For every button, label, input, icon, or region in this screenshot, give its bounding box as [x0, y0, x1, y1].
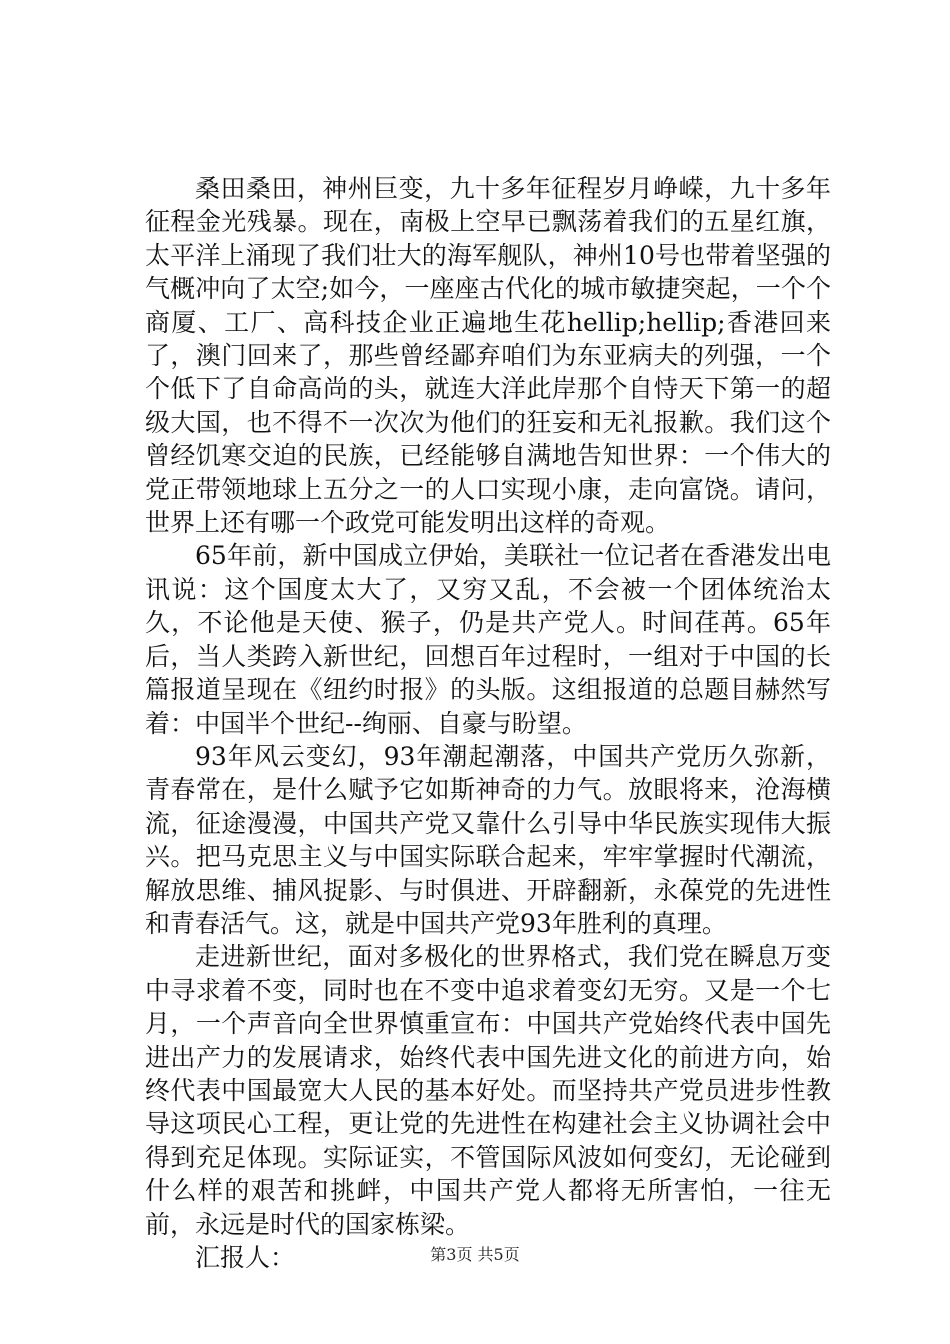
body-paragraph: 93年风云变幻，93年潮起潮落，中国共产党历久弥新，青春常在，是什么赋予它如斯神奇的力气。放眼将来，沧海横流，征途漫漫，中国共产党又靠什么引导中华民族实现伟大振兴。把马克思主义与中国实际联合起来，牢牢掌握时代潮流，解放思维、捕风捉影、与时俱进、开辟翻新，永葆党的先进性和青春活气。这，就是中国共产党93年胜利的真理。: [145, 741, 831, 938]
body-paragraph: 65年前，新中国成立伊始，美联社一位记者在香港发出电讯说：这个国度太大了，又穷又乱，不会被一个团体统治太久，不论他是天使、猴子，仍是共产党人。时间荏苒。65年后，当人类跨入新世纪，回想百年过程时，一组对于中国的长篇报道呈现在《纽约时报》的头版。这组报道的总题目赫然写着：中国半个世纪--绚丽、自豪与盼望。: [145, 541, 831, 738]
document-body: [145, 172, 831, 1274]
body-paragraph: 走进新世纪，面对多极化的世界格式，我们党在瞬息万变中寻求着不变，同时也在不变中追求着变幻无穷。又是一个七月，一个声音向全世界慎重宣布：中国共产党始终代表中国先进出产力的发展请求，始终代表中国先进文化的前进方向，始终代表中国最宽大人民的基本好处。而坚持共产党员进步性教导这项民心工程，更让党的先进性在构建社会主义协调社会中得到充足体现。实际证实，不管国际风波如何变幻，无论碰到什么样的艰苦和挑衅，中国共产党人都将无所害怕，一往无前，永远是时代的国家栋梁。: [145, 942, 831, 1239]
page-number-footer: 第3页 共5页: [430, 1245, 520, 1264]
body-paragraph: 桑田桑田，神州巨变，九十多年征程岁月峥嵘，九十多年征程金光残暴。现在，南极上空早已飘荡着我们的五星红旗，太平洋上涌现了我们壮大的海军舰队，神州10号也带着坚强的气概冲向了太空;如今，一座座古代化的城市敏捷突起，一个个商厦、工厂、高科技企业正遍地生花hellip;hellip;香港回来了，澳门回来了，那些曾经鄙弃咱们为东亚病夫的列强，一个个低下了自命高尚的头，就连大洋此岸那个自恃天下第一的超级大国，也不得不一次次为他们的狂妄和无礼报歉。我们这个曾经饥寒交迫的民族，已经能够自满地告知世界：一个伟大的党正带领地球上五分之一的人口实现小康，走向富饶。请问，世界上还有哪一个政党可能发明出这样的奇观。: [145, 174, 831, 538]
reporter-signature-line: 汇报人：: [195, 1243, 296, 1272]
